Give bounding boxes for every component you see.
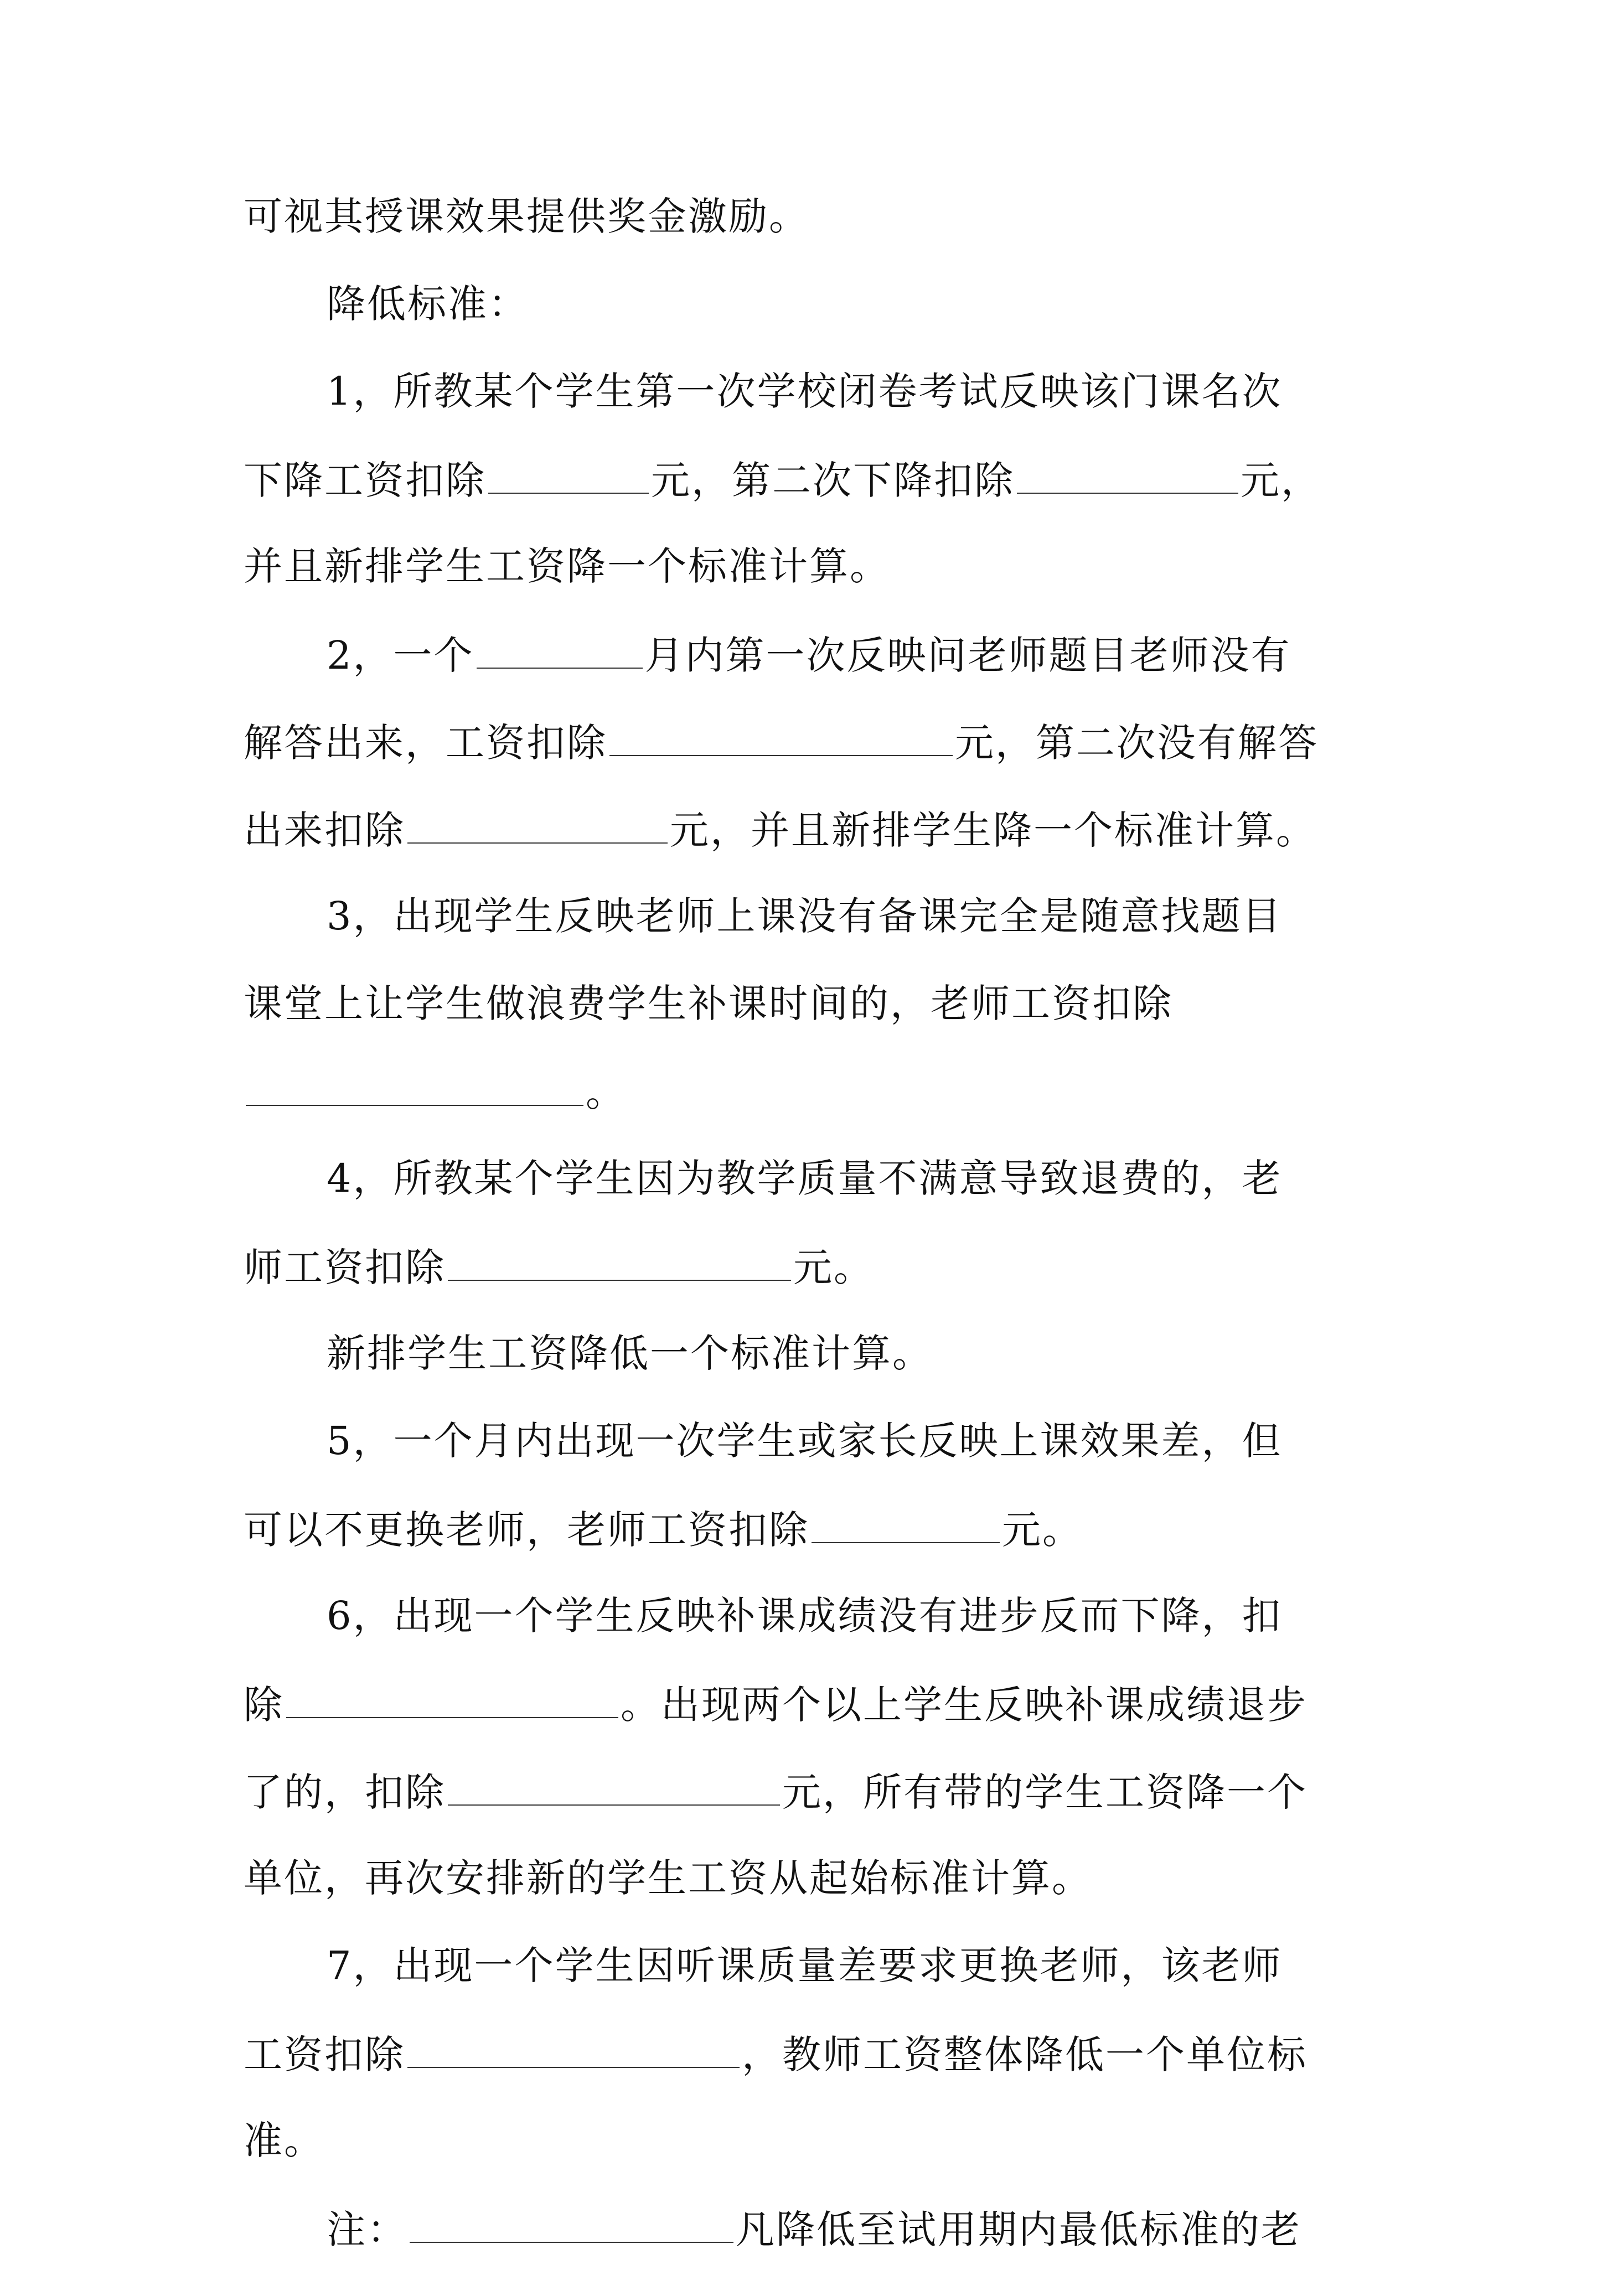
item-2-line-1 — [244, 634, 1373, 722]
text-segment: 7，出现一个学生因听课质量差要求更换老师，该老师 — [327, 1943, 1283, 1988]
text-segment: 元。 — [1002, 1507, 1083, 1553]
text-segment: 了的，扣除 — [244, 1770, 446, 1815]
item-1-line-1 — [244, 369, 1373, 459]
text-segment: 可以不更换老师，老师工资扣除 — [244, 1507, 809, 1553]
item-4-line-1 — [244, 1156, 1373, 1247]
text-segment: 元。 — [793, 1245, 874, 1290]
item-2-line-2 — [244, 722, 1373, 809]
fill-in-blank[interactable] — [609, 722, 953, 756]
text-segment: 课堂上让学生做浪费学生补课时间的，老师工资扣除 — [244, 981, 1173, 1026]
fill-in-blank[interactable] — [246, 1072, 583, 1106]
text-segment: 下降工资扣除 — [244, 458, 486, 503]
item-6-line-3 — [244, 1771, 1373, 1859]
item-3-line-3 — [244, 1072, 1373, 1159]
fill-in-blank[interactable] — [477, 634, 643, 669]
text-segment: 元，第二次没有解答 — [955, 720, 1319, 766]
text-segment: ，教师工资整体降低一个单位标 — [742, 2032, 1308, 2077]
text-segment: 单位，再次安排新的学生工资从起始标准计算。 — [244, 1855, 1092, 1901]
item-1-line-2 — [244, 459, 1373, 547]
text-segment: 师工资扣除 — [244, 1245, 446, 1290]
fill-in-blank[interactable] — [407, 809, 668, 844]
text-segment: 3，出现学生反映老师上课没有备课完全是随意找题目 — [327, 893, 1283, 939]
item-6-line-2 — [244, 1684, 1373, 1771]
text-segment: 解答出来，工资扣除 — [244, 720, 607, 766]
text-segment: 工资扣除 — [244, 2032, 405, 2077]
fill-in-blank[interactable] — [448, 1247, 791, 1281]
item-7-line-3 — [244, 2118, 1373, 2209]
text-segment: 可视其授课效果提供奖金激励。 — [244, 194, 809, 239]
note-line — [244, 2209, 1373, 2296]
text-segment: 2，一个 — [327, 633, 474, 678]
text-segment: 元， — [1241, 458, 1321, 503]
item-5-line-1 — [244, 1418, 1373, 1509]
text-segment: 新排学生工资降低一个标准计算。 — [327, 1331, 933, 1376]
fill-in-blank[interactable] — [812, 1509, 1000, 1543]
item-6-line-1 — [244, 1593, 1373, 1684]
item-4-line-2 — [244, 1247, 1373, 1334]
text-segment: 凡降低至试用期内最低标准的老 — [736, 2207, 1301, 2252]
item-4-line-3 — [244, 1331, 1373, 1421]
text-segment: 除 — [244, 1682, 284, 1728]
text-segment: 注： — [327, 2207, 407, 2252]
fill-in-blank[interactable] — [407, 2034, 740, 2068]
item-3-line-2 — [244, 981, 1373, 1072]
item-3-line-1 — [244, 893, 1373, 984]
fill-in-blank[interactable] — [488, 459, 649, 494]
text-segment: 4，所教某个学生因为教学质量不满意导致退费的，老 — [327, 1156, 1283, 1201]
fill-in-blank[interactable] — [410, 2209, 733, 2243]
text-segment: 5，一个月内出现一次学生或家长反映上课效果差，但 — [327, 1418, 1283, 1464]
document-body — [244, 194, 1373, 2296]
text-segment: 。出现两个以上学生反映补课成绩退步 — [621, 1682, 1308, 1728]
text-segment: 降低标准： — [327, 281, 529, 327]
item-5-line-2 — [244, 1509, 1373, 1596]
text-segment: 出来扣除 — [244, 808, 405, 853]
text-segment: 1，所教某个学生第一次学校闭卷考试反映该门课名次 — [327, 369, 1283, 414]
text-segment: 准。 — [244, 2118, 324, 2163]
paragraph-line-1 — [244, 194, 1373, 285]
text-segment: 月内第一次反映问老师题目老师没有 — [644, 633, 1291, 678]
text-segment: 元，第二次下降扣除 — [651, 458, 1015, 503]
text-segment: 元，并且新排学生降一个标准计算。 — [670, 808, 1316, 853]
text-segment: 6，出现一个学生反映补课成绩没有进步反而下降，扣 — [327, 1593, 1283, 1638]
text-segment: 并且新排学生工资降一个标准计算。 — [244, 544, 890, 589]
text-segment: 。 — [586, 1070, 626, 1115]
text-segment: 元，所有带的学生工资降一个 — [782, 1770, 1308, 1815]
item-2-line-3 — [244, 809, 1373, 897]
fill-in-blank[interactable] — [1017, 459, 1238, 494]
item-1-line-3 — [244, 544, 1373, 634]
item-6-line-4 — [244, 1855, 1373, 1946]
fill-in-blank[interactable] — [448, 1771, 780, 1806]
section-heading — [244, 281, 1373, 372]
item-7-line-2 — [244, 2034, 1373, 2121]
item-7-line-1 — [244, 1943, 1373, 2034]
fill-in-blank[interactable] — [286, 1684, 618, 1718]
